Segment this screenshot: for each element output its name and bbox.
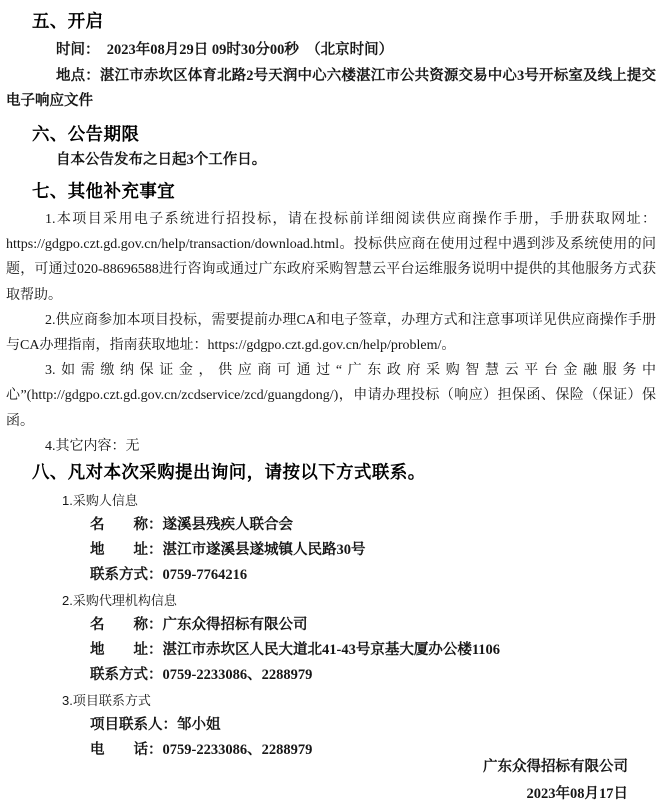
supplementary-item-3: 3.如需缴纳保证金，供应商可通过“广东政府采购智慧云平台金融服务中心”(http://gdgpo.czt.gd.gov.cn/zcdservice/zcd/guangdong/)，申请办理投标（响应）担保函、保险（保证）保函。	[6, 363, 656, 429]
section5-body	[6, 38, 656, 115]
project-contact-person-value: 邹小姐	[177, 717, 221, 734]
agency-address-value: 湛江市赤坎区人民大道北41-43号京基大厦办公楼1106	[162, 642, 501, 659]
purchaser-contact-label: 联系方式：	[90, 567, 163, 584]
agency-address-row	[90, 638, 656, 663]
purchaser-address-value: 湛江市遂溪县遂城镇人民路30号	[162, 542, 366, 559]
project-contact-title: 3.项目联系方式	[62, 693, 151, 709]
announcement-period-line: 自本公告发布之日起3个工作日。	[56, 151, 267, 168]
agency-address-label: 地 址：	[90, 642, 163, 659]
agency-contact-value: 0759-2233086、2288979	[162, 667, 313, 684]
section8-body	[6, 488, 656, 763]
section5-heading: 五、开启	[32, 11, 104, 31]
supplementary-item-2: 2.供应商参加本项目投标，需要提前办理CA和电子签章，办理方式和注意事项详见供应商操作手册与CA办理指南，指南获取地址：https://gdgpo.czt.gd.gov.cn/help/problem/。	[6, 312, 656, 354]
purchaser-name-row	[90, 513, 656, 538]
section7-heading: 七、其他补充事宜	[32, 181, 176, 201]
agency-name-row	[90, 613, 656, 638]
agency-contact-label: 联系方式：	[90, 667, 163, 684]
section8-heading: 八、凡对本次采购提出询问，请按以下方式联系。	[32, 462, 426, 483]
supplementary-item-1: 1.本项目采用电子系统进行招投标，请在投标前详细阅读供应商操作手册，手册获取网址：https://gdgpo.czt.gd.gov.cn/help/transaction/download.html。投标供应商在使用过程中遇到涉及系统使用的问题，可通过020-88696588进行咨询或通过广东政府采购智慧云平台运维服务说明中提供的其他服务方式获取帮助。	[6, 212, 656, 303]
purchaser-address-label: 地 址：	[90, 542, 163, 559]
opening-location-line: 地点：湛江市赤坎区体育北路2号天润中心六楼湛江市公共资源交易中心3号开标室及线上提交电子响应文件	[6, 67, 656, 109]
purchaser-address-row	[90, 538, 656, 563]
project-contact-person-label: 项目联系人：	[90, 717, 177, 734]
footer-company-name: 广东众得招标有限公司	[483, 759, 628, 776]
purchaser-name-value: 遂溪县残疾人联合会	[162, 517, 293, 534]
agency-name-value: 广东众得招标有限公司	[162, 617, 308, 634]
supplementary-item-4: 4.其它内容：无	[45, 438, 140, 454]
project-contact-person-row	[90, 713, 656, 738]
agency-name-label: 名 称：	[90, 617, 163, 634]
purchaser-name-label: 名 称：	[90, 517, 163, 534]
section7-body	[6, 207, 656, 459]
purchaser-info-title: 1.采购人信息	[62, 493, 138, 509]
project-phone-value: 0759-2233086、2288979	[162, 742, 313, 759]
section6-heading: 六、公告期限	[32, 123, 140, 144]
agency-contact-row	[90, 663, 656, 688]
opening-time-line: 时间： 2023年08月29日 09时30分00秒 （北京时间）	[56, 42, 394, 58]
footer-date: 2023年08月17日	[526, 786, 628, 803]
purchaser-contact-row	[90, 563, 656, 588]
project-phone-label: 电 话：	[90, 742, 163, 759]
agency-info-title: 2.采购代理机构信息	[62, 593, 177, 609]
purchaser-contact-value: 0759-7764216	[162, 567, 248, 584]
